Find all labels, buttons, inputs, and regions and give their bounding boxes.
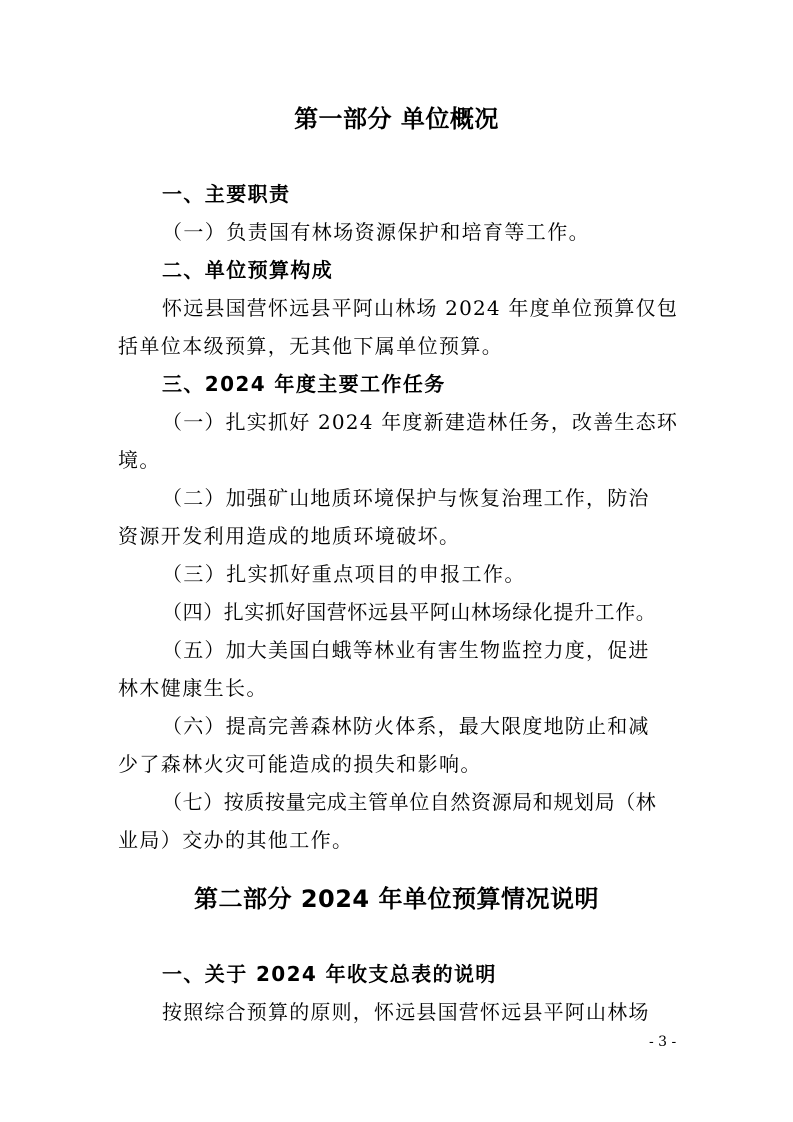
part-two-title: 第二部分 2024 年单位预算情况说明 bbox=[193, 885, 599, 913]
task-4-line-1: （四）扎实抓好国营怀远县平阿山林场绿化提升工作。 bbox=[162, 600, 657, 624]
task-7-line-2: 业局）交办的其他工作。 bbox=[118, 828, 354, 852]
section-heading-budget-composition: 二、单位预算构成 bbox=[162, 258, 334, 282]
task-2-line-1: （二）加强矿山地质环境保护与恢复治理工作，防治 bbox=[162, 486, 650, 510]
task-7-line-1: （七）按质按量完成主管单位自然资源局和规划局（林 bbox=[162, 790, 657, 814]
part-one-title: 第一部分 单位概况 bbox=[294, 105, 499, 133]
revenue-expenditure-paragraph-line-1: 按照综合预算的原则，怀远县国营怀远县平阿山林场 bbox=[162, 1000, 650, 1024]
task-6-line-1: （六）提高完善森林防火体系，最大限度地防止和减 bbox=[162, 714, 650, 738]
budget-composition-paragraph-line-1: 怀远县国营怀远县平阿山林场 2024 年度单位预算仅包 bbox=[162, 296, 679, 320]
task-1-line-2: 境。 bbox=[118, 448, 161, 472]
section-heading-revenue-expenditure-summary: 一、关于 2024 年收支总表的说明 bbox=[162, 962, 497, 986]
duty-item-1: （一）负责国有林场资源保护和培育等工作。 bbox=[162, 220, 590, 244]
task-6-line-2: 少了森林火灾可能造成的损失和影响。 bbox=[118, 752, 482, 776]
task-5-line-1: （五）加大美国白蛾等林业有害生物监控力度，促进 bbox=[162, 638, 650, 662]
page-number: - 3 - bbox=[649, 1034, 677, 1050]
task-1-line-1: （一）扎实抓好 2024 年度新建造林任务，改善生态环 bbox=[162, 410, 679, 434]
task-3-line-1: （三）扎实抓好重点项目的申报工作。 bbox=[162, 562, 526, 586]
section-heading-main-tasks: 三、2024 年度主要工作任务 bbox=[162, 372, 446, 396]
task-5-line-2: 林木健康生长。 bbox=[118, 676, 268, 700]
section-heading-main-duties: 一、主要职责 bbox=[162, 182, 291, 206]
budget-composition-paragraph-line-2: 括单位本级预算，无其他下属单位预算。 bbox=[118, 334, 504, 358]
task-2-line-2: 资源开发利用造成的地质环境破坏。 bbox=[118, 524, 461, 548]
